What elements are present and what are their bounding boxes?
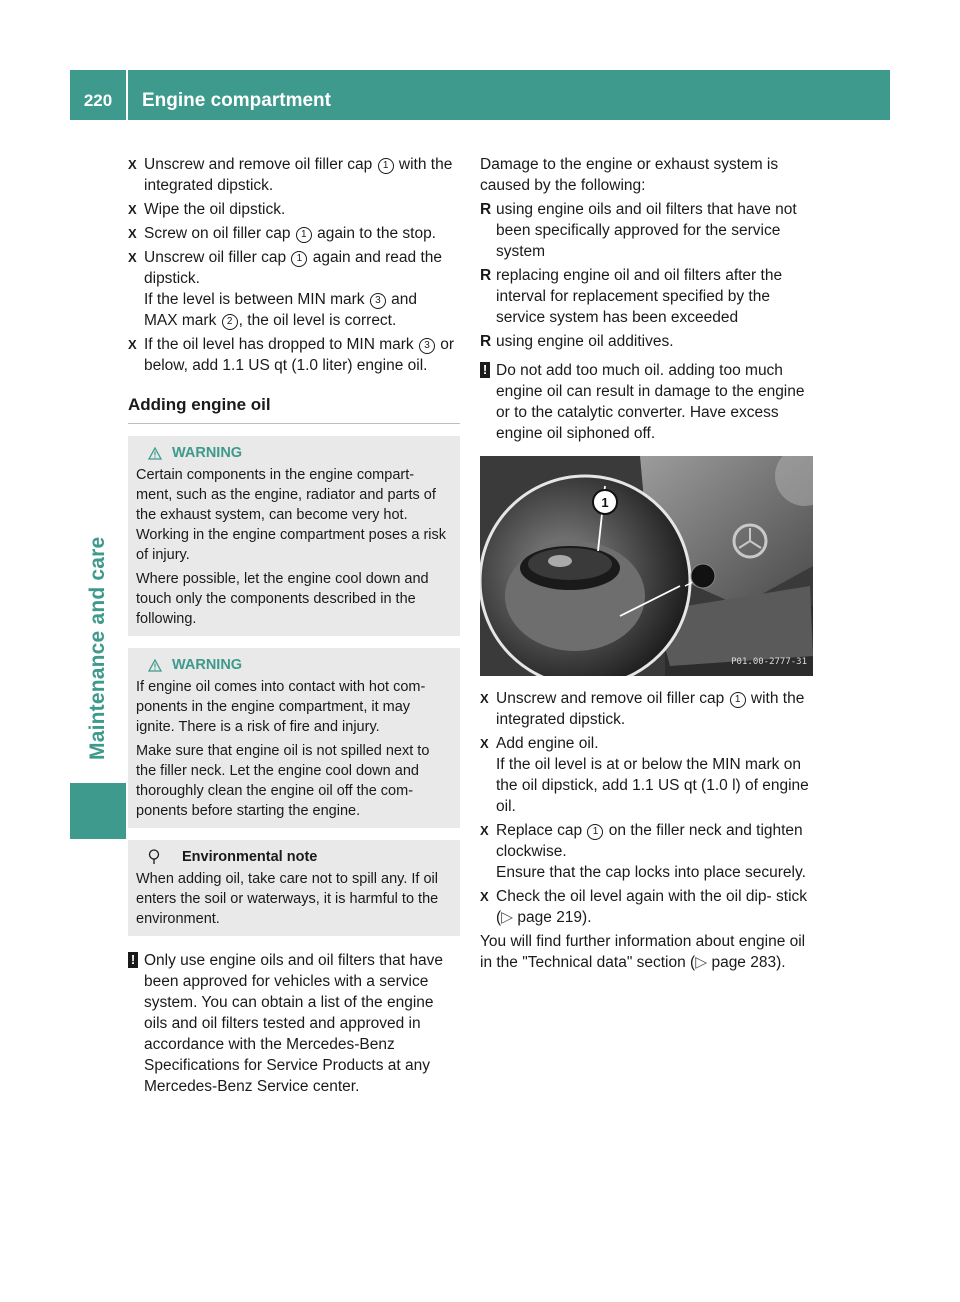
page-reference-arrow-icon: ▷ — [501, 909, 514, 926]
warning-title: WARNING — [172, 657, 243, 673]
page-number: 220 — [83, 91, 113, 110]
step-arrow-icon: X — [128, 250, 137, 265]
step-text: on the filler neck and tighten clockwise. — [496, 822, 803, 860]
instruction-step — [480, 733, 813, 817]
section-title: Engine compartment — [142, 90, 331, 111]
instruction-step — [480, 688, 813, 730]
notice — [128, 950, 460, 1097]
warning-triangle-icon — [148, 659, 162, 672]
instruction-step — [128, 247, 460, 331]
step-text: Screw on oil filler cap — [144, 225, 295, 242]
step-text: Wipe the oil dipstick. — [144, 201, 286, 218]
step-arrow-icon: X — [128, 157, 137, 172]
bullet-icon: R — [480, 333, 492, 350]
environmental-note-text: When adding oil, take care not to spill any. If oil enters the soil or waterways, it is harmful to the environment. — [136, 871, 439, 927]
warning-text: Make sure that engine oil is not spilled next to the filler neck. Let the engine cool down and thoroughly clean the engine oil off the com- ponents before starting the engine. — [136, 743, 430, 819]
warning-text: If engine oil comes into contact with hot com- ponents in the engine compartment, it may ignite. There is a risk of fire and injury. — [136, 679, 426, 735]
exclamation-icon: ! — [480, 362, 490, 378]
callout-marker: 1 — [296, 227, 312, 243]
footer-paragraph — [480, 931, 813, 973]
right-column — [480, 154, 813, 973]
callout-marker: 2 — [222, 314, 238, 330]
side-tab — [70, 120, 126, 775]
step-text: again to the stop. — [312, 225, 436, 242]
warning-text: Certain components in the engine compart- ment, such as the engine, radiator and parts of the exhaust system, can become very hot. Working in the engine compartment poses a risk of injury. — [136, 467, 447, 563]
step-text: Replace cap — [496, 822, 587, 839]
environmental-note-title: Environmental note — [182, 849, 318, 865]
step-text: Unscrew oil filler cap — [144, 249, 291, 266]
bullet-icon: R — [480, 201, 492, 218]
warning-box — [128, 436, 460, 636]
instruction-step — [128, 223, 460, 244]
step-text: Add engine oil. — [496, 735, 599, 752]
damage-intro: Damage to the engine or exhaust system is caused by the following: — [480, 156, 779, 194]
header-divider — [126, 70, 128, 120]
side-tab-label: Maintenance and care — [86, 536, 109, 760]
exclamation-icon: ! — [128, 952, 138, 968]
instruction-step — [128, 199, 460, 220]
step-text: Unscrew and remove oil filler cap — [496, 690, 729, 707]
step-text: If the oil level is at or below the MIN mark on the oil dipstick, add 1.1 US qt (1.0 l) of engine oil. — [496, 756, 809, 815]
list-item — [480, 265, 813, 328]
page-reference-arrow-icon: ▷ — [695, 954, 708, 971]
notice-text: Do not add too much oil. adding too much engine oil can result in damage to the engine or to the catalytic converter. Have excess engine oil siphoned off. — [496, 362, 805, 442]
step-text: If the level is between MIN mark — [144, 291, 369, 308]
step-arrow-icon: X — [128, 337, 137, 352]
warning-box — [128, 648, 460, 828]
step-text: with the integrated dipstick. — [144, 156, 453, 194]
photo-callout: 1 — [601, 495, 609, 510]
callout-marker: 1 — [291, 251, 307, 267]
step-text: again and read the dipstick. — [144, 249, 443, 287]
callout-marker: 1 — [730, 692, 746, 708]
warning-text: Where possible, let the engine cool down and touch only the components described in the following. — [136, 571, 429, 627]
engine-photo-illustration — [480, 456, 813, 676]
step-text: and — [386, 291, 418, 308]
notice-text: Only use engine oils and oil filters that have been approved for vehicles with a service system. You can obtain a list of the engine oils and oil filters tested and approved in accordance with the Mercedes-Benz Specifications for Service Products at any Mercedes-Benz Service center. — [144, 952, 443, 1095]
side-tab-marker — [70, 783, 126, 839]
step-arrow-icon: X — [128, 202, 137, 217]
step-arrow-icon: X — [480, 736, 489, 751]
step-arrow-icon: X — [128, 226, 137, 241]
callout-marker: 3 — [419, 338, 435, 354]
step-text: Check the oil level again with the oil dip- stick ( — [496, 888, 808, 926]
instruction-step — [480, 820, 813, 883]
warning-triangle-icon — [148, 447, 162, 460]
callout-marker: 3 — [370, 293, 386, 309]
step-text: If the oil level has dropped to MIN mark — [144, 336, 418, 353]
list-item — [480, 199, 813, 262]
step-arrow-icon: X — [480, 691, 489, 706]
step-text: MAX mark — [144, 312, 221, 329]
warning-title: WARNING — [172, 445, 243, 461]
page-reference-link[interactable]: page 283). — [707, 954, 786, 971]
callout-marker: 1 — [378, 158, 394, 174]
callout-marker: 1 — [587, 824, 603, 840]
step-arrow-icon: X — [480, 889, 489, 904]
environmental-note-box — [128, 840, 460, 936]
step-text: with the integrated dipstick. — [496, 690, 805, 728]
instruction-step — [480, 886, 813, 928]
list-item-text: using engine oil additives. — [496, 333, 674, 350]
engine-oil-filler-photo — [480, 456, 813, 676]
environment-bulb-icon — [148, 849, 160, 865]
step-text: Ensure that the cap locks into place securely. — [496, 864, 806, 881]
list-item-text: using engine oils and oil filters that have not been specifically approved for the service system — [496, 201, 797, 260]
step-text: Unscrew and remove oil filler cap — [144, 156, 377, 173]
instruction-step — [128, 334, 460, 376]
left-column — [128, 154, 460, 1100]
list-item-text: replacing engine oil and oil filters after the interval for replacement specified by the service system has been exceeded — [496, 267, 783, 326]
footer-text: You will find further information about engine oil in the "Technical data" section ( — [480, 933, 806, 971]
notice — [480, 360, 813, 444]
step-text: , the oil level is correct. — [238, 312, 397, 329]
bullet-icon: R — [480, 267, 492, 284]
instruction-step — [128, 154, 460, 196]
step-text: or below, add 1.1 US qt (1.0 liter) engine oil. — [144, 336, 455, 374]
list-item — [480, 331, 813, 352]
page-header — [70, 70, 890, 120]
section-heading: Adding engine oil — [128, 394, 460, 424]
step-arrow-icon: X — [480, 823, 489, 838]
image-code: P01.00-2777-31 — [731, 657, 807, 667]
page-reference-link[interactable]: page 219). — [513, 909, 592, 926]
